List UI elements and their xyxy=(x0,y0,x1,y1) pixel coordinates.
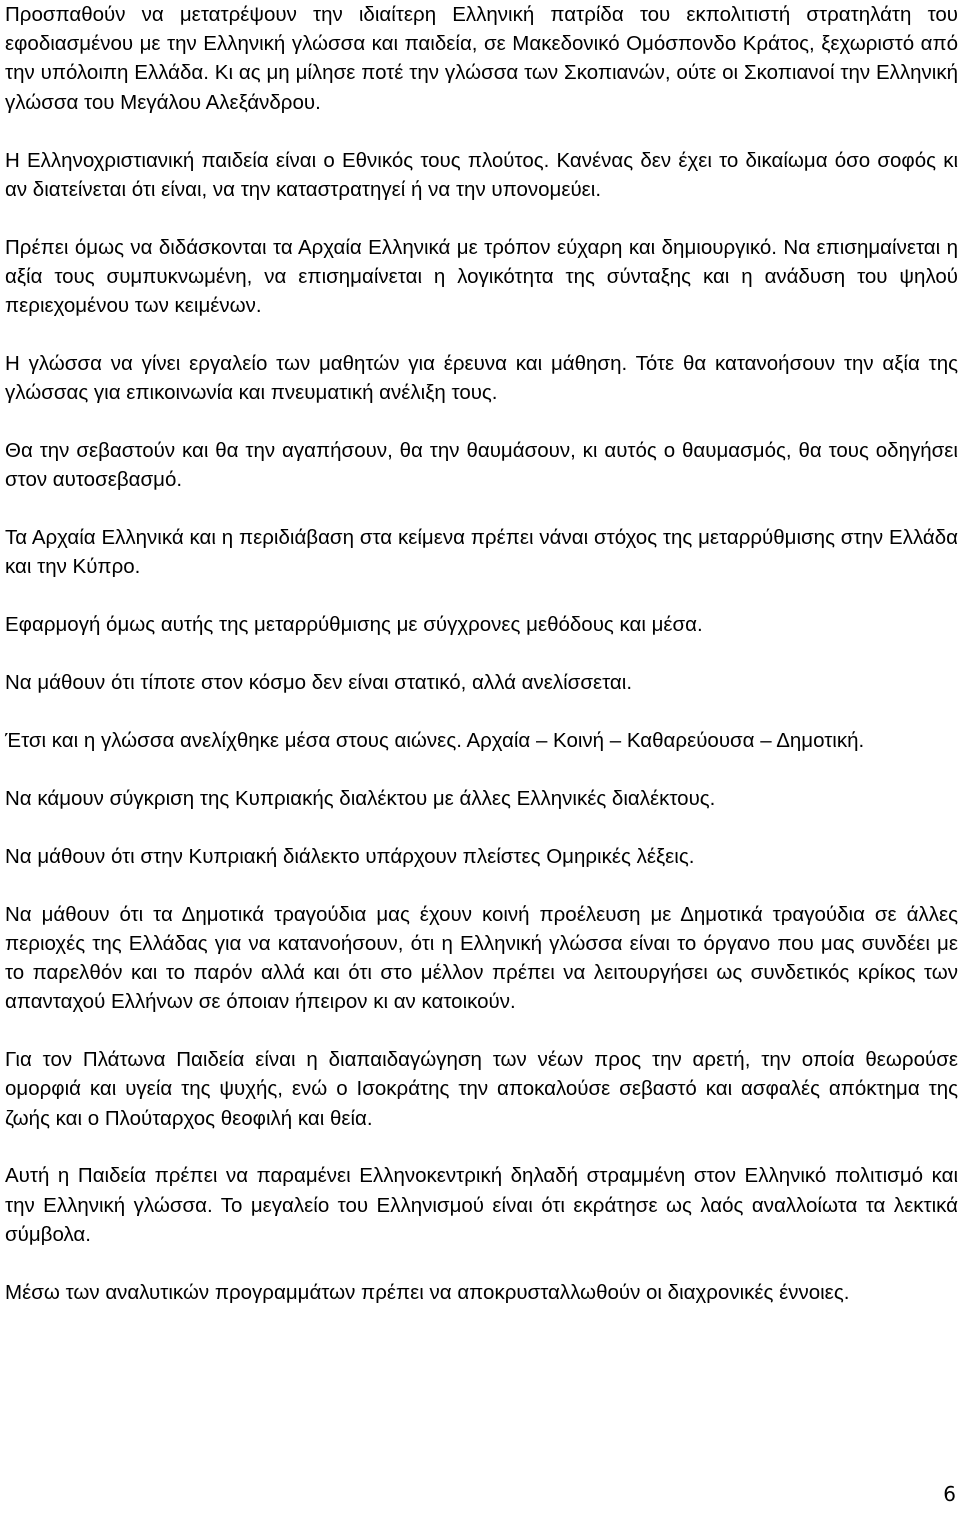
paragraph-language-evolution: Έτσι και η γλώσσα ανελίχθηκε μέσα στους αιώνες. Αρχαία – Κοινή – Καθαρεύουσα – Δημοτική. xyxy=(5,728,865,752)
paragraph-reform-goal: Τα Αρχαία Ελληνικά και η περιδιάβαση στα κείμενα πρέπει νάναι στόχος της μεταρρύθμισης στην Ελλάδα και την Κύπρο. xyxy=(5,526,958,579)
paragraph-education-wealth: Η Ελληνοχριστιανική παιδεία είναι ο Εθνικός τους πλούτος. Κανένας δεν έχει το δικαίωμα όσο σοφός κι αν διατείνεται ότι είναι, να την καταστρατηγεί ή να την υπονομεύει. xyxy=(5,148,958,201)
paragraph-cypriot-dialect: Να κάμουν σύγκριση της Κυπριακής διαλέκτου με άλλες Ελληνικές διαλέκτους. xyxy=(5,786,716,810)
paragraph-curricula: Μέσω των αναλυτικών προγραμμάτων πρέπει να αποκρυσταλλωθούν οι διαχρονικές έννοιες. xyxy=(5,1280,850,1304)
paragraph-language-tool: Η γλώσσα να γίνει εργαλείο των μαθητών για έρευνα και μάθηση. Τότε θα κατανοήσουν την αξία της γλώσσας για επικοινωνία και πνευματική ανέλιξη τους. xyxy=(5,351,958,405)
paragraph-folk-songs: Να μάθουν ότι τα Δημοτικά τραγούδια μας έχουν κοινή προέλευση με Δημοτικά τραγούδια σε άλλες περιοχές της Ελλάδας για να κατανοήσουν, ότι η Ελληνική γλώσσα είναι το όργανο που μας συνδέει με το παρελθόν και το παρόν αλλά και ότι στο μέλλον πρέπει να λειτουργήσει ως συνδετικός κρίκος των απανταχού Ελλήνων σε όποιαν ήπειρον κι αν κατοικούν. xyxy=(5,902,958,1014)
paragraph-ancient-greek-teaching: Πρέπει όμως να διδάσκονται τα Αρχαία Ελληνικά με τρόπον εύχαρη και δημιουργικό. Να επισημαίνεται η αξία τους συμπυκνωμένη, να επισημαίνεται η λογικότητα της σύνταξης και η ανάδυση του ψηλού περιεχομένου των κειμένων. xyxy=(5,235,958,317)
paragraph-homeric-words: Να μάθουν ότι στην Κυπριακή διάλεκτο υπάρχουν πλείστες Ομηρικές λέξεις. xyxy=(5,844,695,868)
page-number: 6 xyxy=(943,1482,956,1506)
paragraph-hellenocentric: Αυτή η Παιδεία πρέπει να παραμένει Ελληνοκεντρική δηλαδή στραμμένη στον Ελληνικό πολιτισμό και την Ελληνική γλώσσα. Το μεγαλείο του Ελληνισμού είναι ότι εκράτησε ως λαός αναλλοίωτα τα λεκτικά σύμβολα. xyxy=(5,1164,958,1246)
paragraph-macedonia: Προσπαθούν να μετατρέψουν την ιδιαίτερη Ελληνική πατρίδα του εκπολιτιστή στρατηλάτη του εφοδιασμένου με την Ελληνική γλώσσα και παιδεία, σε Μακεδονικό Ομόσπονδο Κράτος, ξεχωριστό από την υπόλοιπη Ελλάδα. Κι ας μη μίλησε ποτέ την γλώσσα των Σκοπιανών, ούτε οι Σκοπιανοί την Ελληνική γλώσσα του Μεγάλου Αλεξάνδρου. xyxy=(5,3,958,114)
paragraph-modern-methods: Εφαρμογή όμως αυτής της μεταρρύθμισης με σύγχρονες μεθόδους και μέσα. xyxy=(5,613,703,637)
document-page xyxy=(5,0,958,1336)
paragraph-nothing-static: Να μάθουν ότι τίποτε στον κόσμο δεν είναι στατικό, αλλά ανελίσσεται. xyxy=(5,671,633,695)
paragraph-plato: Για τον Πλάτωνα Παιδεία είναι η διαπαιδαγώγηση των νέων προς την αρετή, την οποία θεωρούσε ομορφιά και υγεία της ψυχής, ενώ ο Ισοκράτης την αποκαλούσε σεβαστό και ασφαλές απόκτημα της ζωής και ο Πλούταρχος θεοφιλή και θεία. xyxy=(5,1048,958,1130)
paragraph-respect: Θα την σεβαστούν και θα την αγαπήσουν, θα την θαυμάσουν, κι αυτός ο θαυμασμός, θα τους οδηγήσει στον αυτοσεβασμό. xyxy=(5,438,958,492)
